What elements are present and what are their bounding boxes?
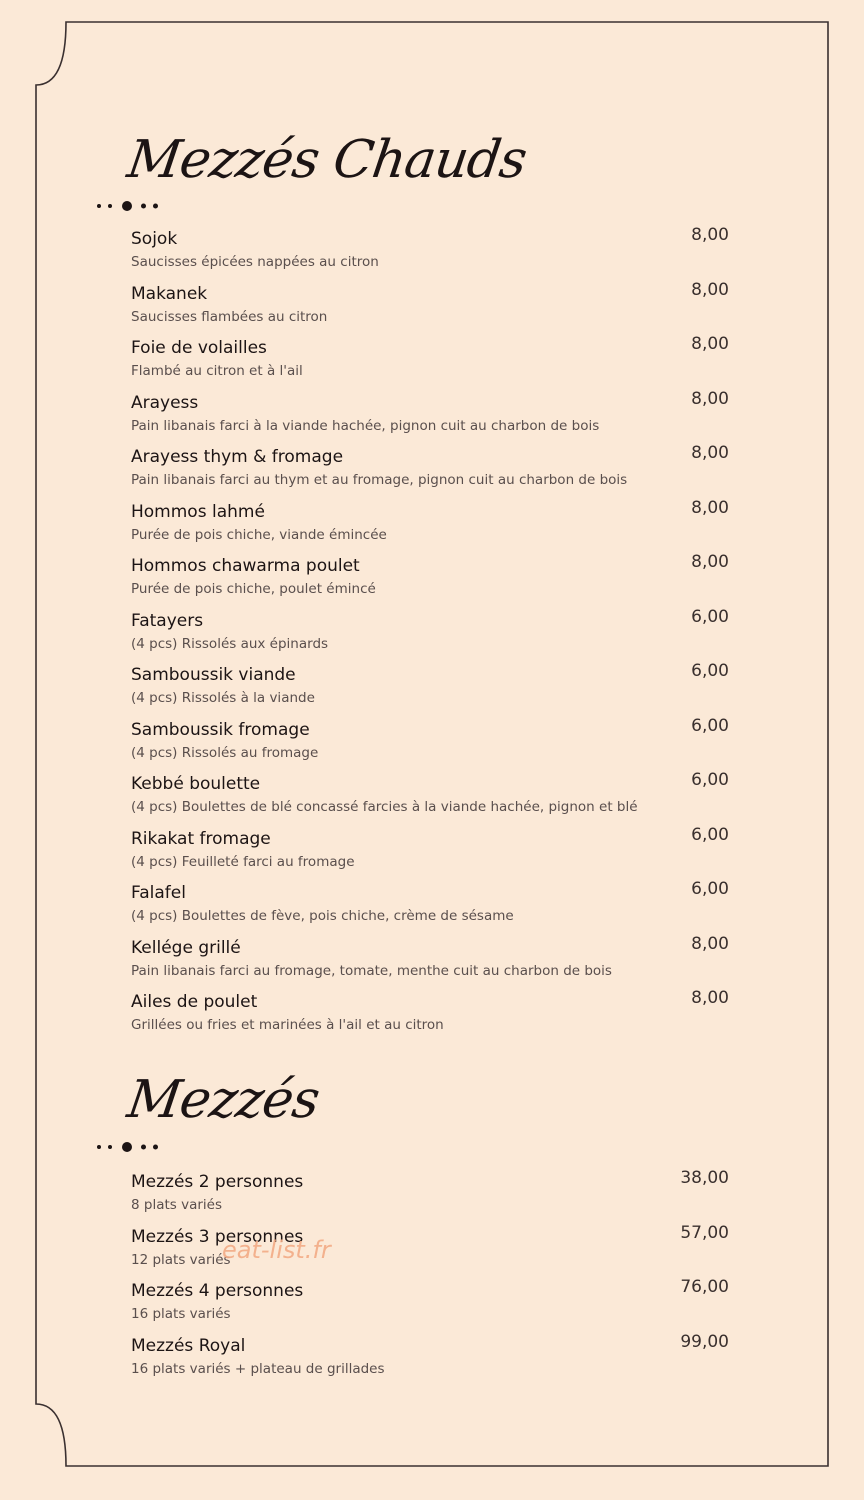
menu-item-price: 8,00 xyxy=(691,334,729,354)
menu-item xyxy=(131,1168,731,1222)
menu-item-description: 12 plats variés xyxy=(131,1251,231,1268)
menu-item-price: 57,00 xyxy=(680,1222,729,1243)
menu-item-name: Arayess xyxy=(131,392,199,413)
menu-item-price: 8,00 xyxy=(691,279,729,300)
menu-item-name: Samboussik fromage xyxy=(131,719,310,740)
menu-item-description: Pain libanais farci à la viande hachée, pignon cuit au charbon de bois xyxy=(131,417,600,434)
menu-item-name: Kellége grillé xyxy=(131,937,241,958)
menu-item-description: Grillées ou fries et marinées à l'ail et au citron xyxy=(131,1017,444,1033)
menu-item xyxy=(131,661,731,715)
menu-item-name: Ailes de poulet xyxy=(131,992,258,1012)
menu-item-name: Mezzés 2 personnes xyxy=(131,1172,304,1192)
menu-item-name: Falafel xyxy=(131,883,186,903)
menu-item xyxy=(131,1222,731,1277)
menu-item-price: 38,00 xyxy=(680,1168,729,1188)
menu-item-name: Kebbé boulette xyxy=(131,774,261,794)
menu-item-description: Pain libanais farci au thym et au fromage, pignon cuit au charbon de bois xyxy=(131,472,628,488)
menu-item-name: Arayess thym & fromage xyxy=(131,447,344,467)
menu-item-name: Mezzés Royal xyxy=(131,1335,246,1356)
menu-item-name: Samboussik viande xyxy=(131,665,296,685)
menu-item-price: 99,00 xyxy=(680,1331,729,1352)
ornament-dots xyxy=(97,1140,167,1154)
menu-item-price: 6,00 xyxy=(691,715,729,736)
menu-item xyxy=(131,988,731,1042)
menu-item xyxy=(131,879,731,933)
menu-item xyxy=(131,933,731,988)
menu-item-name: Mezzés 3 personnes xyxy=(131,1226,304,1247)
menu-item-price: 6,00 xyxy=(691,879,729,899)
menu-item-description: Pain libanais farci au fromage, tomate, menthe cuit au charbon de bois xyxy=(131,962,612,979)
menu-item-description: Saucisses épicées nappées au citron xyxy=(131,254,379,270)
menu-item-name: Mezzés 4 personnes xyxy=(131,1281,304,1301)
menu-item xyxy=(131,824,731,879)
menu-item-price: 6,00 xyxy=(691,770,729,790)
menu-item xyxy=(131,334,731,388)
menu-item-price: 6,00 xyxy=(691,606,729,627)
menu-item-description: (4 pcs) Feuilleté farci au fromage xyxy=(131,853,355,870)
menu-item-price: 8,00 xyxy=(691,988,729,1008)
menu-item-description: (4 pcs) Rissolés au fromage xyxy=(131,744,319,761)
ornament-dots xyxy=(97,199,167,213)
menu-item-description: (4 pcs) Rissolés aux épinards xyxy=(131,635,329,652)
menu-item xyxy=(131,606,731,661)
menu-item-name: Fatayers xyxy=(131,610,204,631)
menu-item-price: 8,00 xyxy=(691,552,729,572)
menu-item-description: Purée de pois chiche, poulet émincé xyxy=(131,581,376,597)
menu-item xyxy=(131,1331,731,1386)
menu-item-name: Hommos lahmé xyxy=(131,501,265,522)
menu-item-name: Hommos chawarma poulet xyxy=(131,556,360,576)
menu-item-price: 8,00 xyxy=(691,933,729,954)
menu-item-description: Flambé au citron et à l'ail xyxy=(131,363,303,379)
menu-item xyxy=(131,388,731,443)
menu-item-description: (4 pcs) Boulettes de blé concassé farcies à la viande hachée, pignon et blé xyxy=(131,799,638,815)
menu-item-price: 76,00 xyxy=(680,1277,729,1297)
menu-item xyxy=(131,770,731,824)
menu-item-name: Foie de volailles xyxy=(131,338,267,358)
menu-item xyxy=(131,225,731,279)
menu-item-price: 8,00 xyxy=(691,388,729,409)
menu-item-description: 16 plats variés xyxy=(131,1306,231,1322)
menu-item-price: 6,00 xyxy=(691,661,729,681)
menu-item-price: 8,00 xyxy=(691,497,729,518)
menu-item xyxy=(131,552,731,606)
menu-item-name: Makanek xyxy=(131,283,208,304)
menu-item-description: 16 plats variés + plateau de grillades xyxy=(131,1360,385,1377)
menu-item-description: (4 pcs) Boulettes de fève, pois chiche, crème de sésame xyxy=(131,908,514,924)
menu-item xyxy=(131,443,731,497)
menu-item-description: 8 plats variés xyxy=(131,1197,222,1213)
menu-item-price: 8,00 xyxy=(691,443,729,463)
section-title-mezzes: Mezzés xyxy=(123,1070,323,1130)
menu-item-description: Saucisses flambées au citron xyxy=(131,308,328,325)
menu-item-name: Rikakat fromage xyxy=(131,828,271,849)
section-title-mezzes-chauds: Mezzés Chauds xyxy=(123,130,530,190)
menu-item xyxy=(131,1277,731,1331)
menu-item xyxy=(131,715,731,770)
menu-item-description: Purée de pois chiche, viande émincée xyxy=(131,526,387,543)
menu-item xyxy=(131,497,731,552)
menu-item-description: (4 pcs) Rissolés à la viande xyxy=(131,690,315,706)
menu-item-price: 8,00 xyxy=(691,225,729,245)
menu-item-price: 6,00 xyxy=(691,824,729,845)
menu-item-name: Sojok xyxy=(131,229,178,249)
watermark-text: eat-list.fr xyxy=(222,1236,331,1264)
menu-item xyxy=(131,279,731,334)
